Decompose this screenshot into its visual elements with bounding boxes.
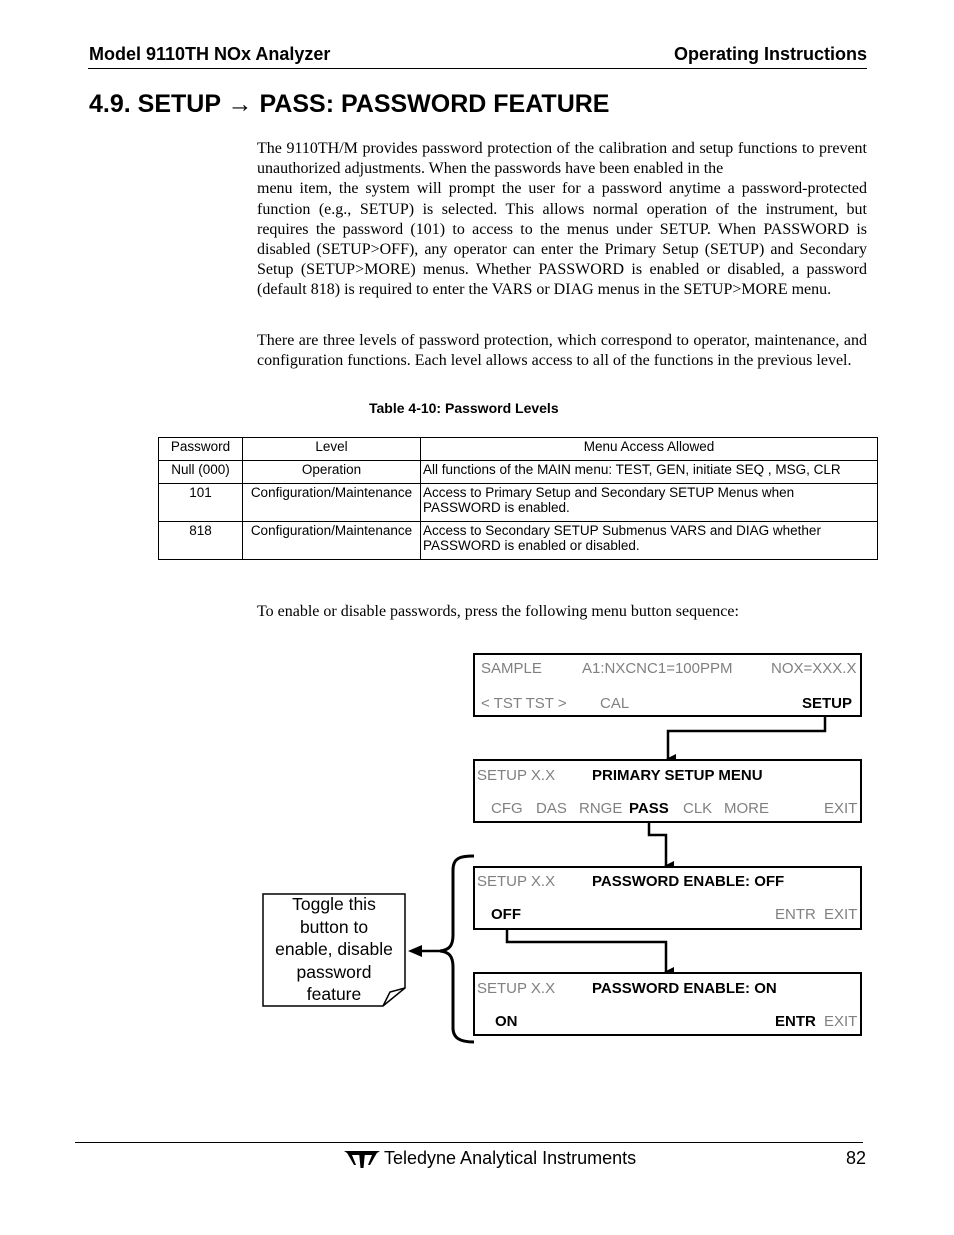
rnge-button[interactable]: RNGE (579, 800, 623, 817)
section-title: 4.9. SETUP → PASS: PASSWORD FEATURE (89, 90, 610, 118)
table-row: 818 Configuration/Maintenance Access to Secondary SETUP Submenus VARS and DIAG whether PASSWORD is enabled or disabled. (159, 522, 878, 560)
screen-password-off: SETUP X.X PASSWORD ENABLE: OFF OFF ENTR EXIT (473, 866, 862, 930)
table-header: Level (243, 438, 421, 461)
screen-password-on: SETUP X.X PASSWORD ENABLE: ON ON ENTR EXIT (473, 972, 862, 1036)
toggle-note: Toggle this button to enable, disable password feature (275, 894, 393, 1004)
table-row: Null (000) Operation All functions of the MAIN menu: TEST, GEN, initiate SEQ , MSG, CLR (159, 461, 878, 484)
setup-button[interactable]: SETUP (802, 695, 853, 712)
paragraph-1: The 9110TH/M provides password protection of the calibration and setup functions to prevent unauthorized adjustments. When the passwords have been enabled in the menu item, the system will prompt the user for a password anytime a password-protected function (e.g., SETUP) is selected. This allows normal operation of the instrument, but requires the password (101) to access to the menus under SETUP. When PASSWORD is disabled (SETUP>OFF), any operator can enter the Primary Setup (SETUP) and Secondary Setup (SETUP>MORE) menus. Whether PASSWORD is enabled or disabled, a password (default 818) is required to enter the VARS or DIAG menus in the SETUP>MORE menu. (257, 140, 867, 299)
footer-company: Teledyne Analytical Instruments (384, 1148, 637, 1168)
header-left: Model 9110TH NOx Analyzer (89, 44, 331, 64)
entr-button[interactable]: ENTR (775, 906, 816, 923)
connector-setup (668, 716, 825, 759)
page-number: 82 (846, 1148, 867, 1168)
off-toggle-button[interactable]: OFF (491, 906, 521, 923)
table-row: 101 Configuration/Maintenance Access to Primary Setup and Secondary SETUP Menus when PASSWORD is enabled. (159, 484, 878, 522)
instruction-text: To enable or disable passwords, press the following menu button sequence: (257, 603, 739, 620)
more-button[interactable]: MORE (724, 800, 769, 817)
pass-button[interactable]: PASS (629, 800, 669, 817)
table-header: Password (159, 438, 243, 461)
exit-button[interactable]: EXIT (824, 906, 858, 923)
screen-sample: SAMPLE A1:NXCNC1=100PPM NOX=XXX.X < TST TST > CAL SETUP (473, 653, 862, 717)
exit-button[interactable]: EXIT (824, 800, 858, 817)
brace-icon (440, 856, 474, 1042)
connector-off (507, 929, 666, 972)
cal-button[interactable]: CAL (600, 695, 630, 712)
connector-pass (649, 818, 666, 866)
cfg-button[interactable]: CFG (491, 800, 523, 817)
on-toggle-button[interactable]: ON (495, 1013, 518, 1030)
header-right: Operating Instructions (673, 44, 867, 64)
table-caption: Table 4-10: Password Levels (369, 400, 559, 416)
arrow-right-icon: → (227, 90, 253, 118)
screen-primary-setup: SETUP X.X PRIMARY SETUP MENU CFG DAS RNGE PASS CLK MORE EXIT (473, 759, 862, 823)
paragraph-2: There are three levels of password protection, which correspond to operator, maintenance, and configuration functions. Each level allows access to all of the functions in the previous level. (257, 332, 867, 370)
exit-button[interactable]: EXIT (824, 1013, 858, 1030)
das-button[interactable]: DAS (536, 800, 567, 817)
entr-button[interactable]: ENTR (775, 1013, 816, 1030)
tst-buttons[interactable]: < TST TST > (481, 695, 567, 712)
teledyne-logo-icon (344, 1147, 380, 1169)
table-header: Menu Access Allowed (421, 438, 878, 461)
footer-rule (75, 1142, 863, 1143)
clk-button[interactable]: CLK (683, 800, 713, 817)
